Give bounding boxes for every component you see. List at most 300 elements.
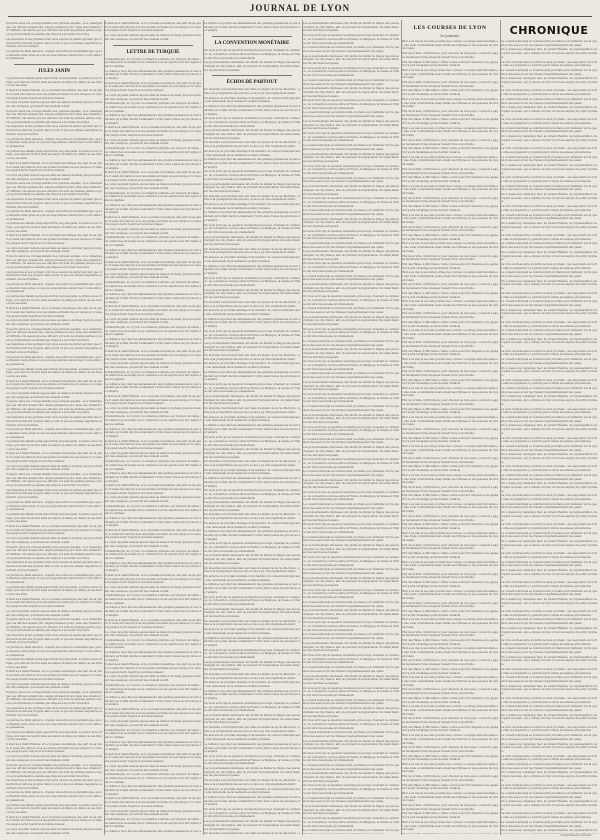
article-paragraph: Le conseil municipal se réunira lundi prochain pour délibérer sur la question des eaux et sur les travaux d'agrandissement des quais. — [303, 176, 399, 184]
article-paragraph: Hier a eu lieu la seconde journée des courses. Le temps était favorable et une foule considérable avait envahi les tribunes et les pelouses du Grand-Camp. — [402, 589, 498, 600]
article-paragraph: Prix de la Ville, 3,000 francs, pour chevaux de tous pays. Le favori a gagné facilement d'une longueur devant trois concurrents. — [402, 52, 498, 59]
article-paragraph: Le corps de Janin restera exposé dans sa maison de Passy jusqu'au moment des obsèques, qui auront lieu demain à midi. — [6, 319, 102, 326]
article-paragraph: On nous écrit que la question monétaire préoccupe vivement le commerce. La convention conclue entre la France, la Belgique, la Suisse et l'Italie doit être renouvelée prochainement. — [303, 621, 399, 632]
article-paragraph: Constantinople, le 12 juin. La situation politique est toujours la même ; on attend des nouvelles de la conférence et les esprits sont fort agités dans la capitale. — [105, 504, 201, 516]
article-paragraph: Le conseil municipal se réunira lundi prochain pour délibérer sur la question des eaux et sur les travaux d'agrandissement des quais. — [303, 111, 399, 119]
article-paragraph: Un incendie s'est déclaré hier soir dans un atelier de la rue Mercière ; grâce à la promptitude des secours, le feu a pu être rapidement éteint. — [204, 779, 300, 786]
article-paragraph: On a beaucoup remarqué hier, au Grand-Théâtre, la représentation de l'opéra nouveau, qui a obtenu un très vif succès auprès du public lyonnais. — [501, 337, 597, 349]
heading-echos: ÉCHOS DE PARTOUT — [226, 80, 278, 86]
article-paragraph: Le conseil municipal se réunira lundi prochain pour délibérer sur la question des eaux et sur les travaux d'agrandissement des quais. — [501, 531, 597, 539]
article-paragraph: Le conseil municipal se réunira lundi prochain pour délibérer sur la question des eaux et sur les travaux d'agrandissement des quais. — [303, 763, 399, 771]
article-paragraph: Les dépêches et les journaux dont nous venons de parler ajoutent que l'insurrection fait des progrès dans le sud et que les armées régulières se retirent vers la frontière. — [6, 779, 102, 790]
article-paragraph: Les gouvernements intéressés ont décidé de limiter la frappe des pièces d'argent de cinq francs, afin de prévenir la dépréciation du métal blanc sur les marchés européens. — [303, 478, 399, 490]
article-paragraph: Prix des Haies, 2,000 francs. Cette course a été fort disputée et le gagnant n'a pris l'avantage qu'au dernier obstacle. — [402, 436, 498, 444]
article-paragraph: Les dépêches et les journaux dont nous venons de parler ajoutent que l'insurrection fait des progrès dans le sud et que les armées régulières se retirent vers la frontière. — [6, 561, 102, 572]
article-paragraph: Les dépêches et les journaux dont nous venons de parler ajoutent que l'insurrection fait des progrès dans le sud et que les armées régulières se retirent vers la frontière. — [6, 270, 102, 282]
article-paragraph: On nous écrit que la question monétaire préoccupe vivement le commerce. La convention conclue entre la France, la Belgique, la Suisse et l'Italie doit être renouvelée prochainement. — [204, 542, 300, 553]
article-paragraph: Constantinople, le 12 juin. La situation politique est toujours la même ; on attend des nouvelles de la conférence et les esprits sont fort agités dans la capitale. — [105, 102, 201, 113]
article-paragraph: On a beaucoup remarqué hier, au Grand-Théâtre, la représentation de l'opéra nouveau, qui a obtenu un très vif succès auprès du public lyonnais. — [501, 742, 597, 753]
article-paragraph: On nous écrit que la question monétaire préoccupe vivement le commerce. La convention conclue entre la France, la Belgique, la Suisse et l'Italie doit être renouvelée prochainement. — [303, 197, 399, 208]
article-paragraph: On nous écrit que la question monétaire préoccupe vivement le commerce. La convention conclue entre la France, la Belgique, la Suisse et l'Italie doit être renouvelée prochainement. — [204, 754, 300, 766]
article-paragraph: Les gouvernements intéressés ont décidé de limiter la frappe des pièces d'argent de cinq francs, afin de prévenir la dépréciation du métal blanc sur les marchés européens. — [303, 544, 399, 555]
article-paragraph: Le conseil municipal se réunira lundi prochain pour délibérer sur la question des eaux et sur les travaux d'agrandissement des quais. — [303, 339, 399, 347]
article-paragraph: Les gouvernements intéressés ont décidé de limiter la frappe des pièces d'argent de cinq francs, afin de prévenir la dépréciation du métal blanc sur les marchés européens. — [303, 54, 399, 66]
article-paragraph: Le conseil municipal se réunira lundi prochain pour délibérer sur la question des eaux et sur les travaux d'agrandissement des quais. — [501, 502, 597, 510]
article-paragraph: Il était né à Saint-Étienne, et le Lyonnais revendique une part de sa gloire. Il avait été l'ami de tous les grands écrivains de son temps et il conserva jusqu'à la fin l'esprit et la bonne humeur. — [6, 815, 102, 827]
article-paragraph: On nous écrit que la question monétaire préoccupe vivement le commerce. La convention conclue entre la France, la Belgique, la Suisse et l'Italie doit être renouvelée prochainement. — [303, 425, 399, 437]
article-paragraph: Prix des Haies, 2,000 francs. Cette course a été fort disputée et le gagnant n'a pris l'avantage qu'au dernier obstacle. — [402, 494, 498, 502]
article-paragraph: On a beaucoup remarqué hier, au Grand-Théâtre, la représentation de l'opéra nouveau, qui a obtenu un très vif succès auprès du public lyonnais. — [501, 597, 597, 609]
article-paragraph: Constantinople, le 12 juin. La situation politique est toujours la même ; on attend des nouvelles de la conférence et les esprits sont fort agités dans la capitale. — [105, 728, 201, 739]
article-paragraph: Prix de la Ville, 3,000 francs, pour chevaux de tous pays. Le favori a gagné facilement d'une longueur devant trois concurrents. — [402, 630, 498, 638]
article-paragraph: On nous écrit que la question monétaire préoccupe vivement le commerce. La convention conclue entre la France, la Belgique, la Suisse et l'Italie doit être renouvelée prochainement. — [303, 784, 399, 795]
article-paragraph: Constantinople, le 12 juin. La situation politique est toujours la même ; on attend des nouvelles de la conférence et les esprits sont fort agités dans la capitale. — [105, 281, 201, 292]
article-paragraph: Hier a eu lieu la seconde journée des courses. Le temps était favorable et une foule considérable avait envahi les tribunes et les pelouses du Grand-Camp. — [402, 358, 498, 369]
article-paragraph: Un incendie s'est déclaré hier soir dans un atelier de la rue Mercière ; grâce à la promptitude des secours, le feu a pu être rapidement éteint. — [204, 460, 300, 468]
article-paragraph: Le Sultan a reçu hier les ambassadeurs des grandes puissances et leur a — [105, 830, 201, 834]
article-paragraph: Le corps de Janin restera exposé dans sa maison de Passy jusqu'au moment des obsèques, qui auront lieu demain à midi. — [6, 464, 102, 472]
article-paragraph: Hier a eu lieu la seconde journée des courses. Le temps était favorable et une foule considérable avait envahi les tribunes et les pelouses du Grand-Camp. — [402, 502, 498, 514]
article-paragraph: Les gouvernements intéressés ont décidé de limiter la frappe des pièces d'argent de cinq francs, afin de prévenir la dépréciation du métal blanc sur les marchés européens. — [204, 767, 300, 778]
article-paragraph: Le journal des Débats parle aujourd'hui de Jules Janin, le prince de la critique, qui vient de mourir dans sa maison de Passy au milieu de ses livres et de ses amis. — [6, 512, 102, 524]
article-paragraph: Prix des Haies, 2,000 francs. Cette course a été fort disputée et le gagnant n'a pris l'avantage qu'au dernier obstacle. — [402, 118, 498, 126]
article-paragraph: La foire de Beaucaire s'ouvrira le mois prochain ; les négociants de notre ville se préparent à y prendre part comme les années précédentes. — [501, 725, 597, 733]
article-paragraph: Un incendie s'est déclaré hier soir dans un atelier de la rue Mercière ; grâce à la promptitude des secours, le feu a pu être rapidement éteint. — [204, 141, 300, 149]
article-paragraph: La foire de Beaucaire s'ouvrira le mois prochain ; les négociants de notre ville se préparent à y prendre part comme les années précédentes. — [501, 812, 597, 820]
article-paragraph: On annonce le prochain mariage d'un membre du conseil municipal avec une demoiselle de la meilleure société lyonnaise. — [204, 681, 300, 688]
article-paragraph: Prix de la Ville, 3,000 francs, pour chevaux de tous pays. Le favori a gagné facilement d'une longueur devant trois concurrents. — [402, 514, 498, 522]
article-paragraph: Il était né à Saint-Étienne, et le Lyonnais revendique une part de sa gloire. Il avait été l'ami de tous les grands écrivains de son temps et il conserva jusqu'à la fin l'esprit et la bonne humeur. — [105, 529, 201, 540]
article-paragraph: On nous écrit que la question monétaire préoccupe vivement le commerce. La convention conclue entre la France, la Belgique, la Suisse et l'Italie doit être renouvelée prochainement. — [204, 117, 300, 128]
article-paragraph: Toujours selon les correspondants des journaux anglais, on a remarqué que ces officiers avaient été, depuis plusieurs jours, dans une situation fort difficile. On assure que les officiers ont subi de grandes pertes et que le gouvernement ne semble pas disposé à accorder une trêve. — [6, 690, 102, 706]
article-paragraph: On annonce le prochain mariage d'un membre du conseil municipal avec une demoiselle de la meilleure société lyonnaise. — [204, 256, 300, 263]
article-paragraph: Les dépêches et les journaux dont nous venons de parler ajoutent que l'insurrection fait des progrès dans le sud et que les armées régulières se retirent vers la frontière. — [6, 416, 102, 427]
article-paragraph: Il était né à Saint-Étienne, et le Lyonnais revendique une part de sa gloire. Il avait été l'ami de tous les grands écrivains de son temps et il conserva jusqu'à la fin l'esprit et la bonne humeur. — [105, 260, 201, 272]
article-paragraph: Prix des Haies, 2,000 francs. Cette course a été fort disputée et le gagnant n'a pris l'avantage qu'au dernier obstacle. — [402, 291, 498, 299]
article-paragraph: Prix de la Ville, 3,000 francs, pour chevaux de tous pays. Le favori a gagné facilement d'une longueur devant trois concurrents. — [402, 428, 498, 435]
article-paragraph: La foire de Beaucaire s'ouvrira le mois prochain ; les négociants de notre ville se préparent à y prendre part comme les années précédentes. — [501, 667, 597, 675]
footer-note: L'Imprimeur-Gérant. — [560, 833, 592, 837]
article-paragraph: La foire de Beaucaire s'ouvrira le mois prochain ; les négociants de notre ville se préparent à y prendre part comme les années précédentes. — [501, 610, 597, 617]
article-paragraph: Prix des Haies, 2,000 francs. Cette course a été fort disputée et le gagnant n'a pris l'avantage qu'au dernier obstacle. — [402, 465, 498, 473]
article-paragraph: Il était né à Saint-Étienne, et le Lyonnais revendique une part de sa gloire. Il avait été l'ami de tous les grands écrivains de son temps et il conserva jusqu'à la fin l'esprit et la bonne humeur. — [105, 305, 201, 316]
article-paragraph: Les gouvernements intéressés ont décidé de limiter la frappe des pièces d'argent de cinq francs, afin de prévenir la dépréciation du métal blanc sur les marchés européens. — [303, 283, 399, 294]
article-paragraph: Les gouvernements intéressés ont décidé de limiter la frappe des pièces d'argent de cinq francs, afin de prévenir la dépréciation du métal blanc sur les marchés européens. — [303, 772, 399, 783]
article-paragraph: Les dépêches et les journaux dont nous venons de parler ajoutent que l'insurrection fait des progrès dans le sud et que les armées régulières se retirent vers la frontière. — [6, 706, 102, 718]
article-paragraph: Le Sultan a reçu hier les ambassadeurs des grandes puissances et leur a déclaré qu'il était décidé à maintenir l'ordre dans toutes les provinces de l'empire. — [204, 423, 300, 435]
article-paragraph: On nous écrit que la question monétaire préoccupe vivement le commerce. La convention conclue entre la France, la Belgique, la Suisse et l'Italie doit être renouvelée prochainement. — [303, 588, 399, 600]
article-paragraph: Le corps de Janin restera exposé dans sa maison de Passy jusqu'au moment des obsèques, qui auront lieu demain à midi. — [105, 93, 201, 101]
article-paragraph: Un incendie s'est déclaré hier soir dans un atelier de la rue Mercière ; grâce à la promptitude des secours, le feu a pu être rapidement éteint. — [204, 566, 300, 574]
article-paragraph: Prix des Haies, 2,000 francs. Cette course a été fort disputée et le gagnant n'a pris l'avantage qu'au dernier obstacle. — [402, 147, 498, 154]
article-paragraph: Le corps de Janin restera exposé dans sa maison de Passy jusqu'au moment des obsèques, qui auront lieu demain à midi. — [6, 246, 102, 254]
article-paragraph: Le conseil municipal se réunira lundi prochain pour délibérer sur la question des eaux et sur les travaux d'agrandissement des quais. — [501, 126, 597, 134]
section-divider — [113, 45, 193, 46]
article-paragraph: Le corps de Janin restera exposé dans sa maison de Passy jusqu'au moment des obsèques, qui auront lieu demain à midi. — [105, 585, 201, 593]
article-paragraph: Il était né à Saint-Étienne, et le Lyonnais revendique une part de sa gloire. Il avait été l'ami de tous les grands écrivains de son temps et il conserva jusqu'à la fin l'esprit et la bonne humeur. — [105, 215, 201, 227]
masthead — [0, 0, 600, 20]
article-paragraph: Il était né à Saint-Étienne, et le Lyonnais revendique une part de sa gloire. Il avait été l'ami de tous les grands écrivains de son temps et il conserva jusqu'à la fin l'esprit et la bonne humeur. — [6, 234, 102, 245]
article-paragraph: On a beaucoup remarqué hier, au Grand-Théâtre, la représentation de l'opéra nouveau, qui a obtenu un très vif succès auprès du public lyonnais. — [501, 771, 597, 782]
article-paragraph: Les gouvernements intéressés ont décidé de limiter la frappe des pièces d'argent de cinq francs, afin de prévenir la dépréciation du métal blanc sur les marchés européens. — [204, 182, 300, 193]
article-paragraph: Le conseil municipal se réunira lundi prochain pour délibérer sur la question des eaux et sur les travaux d'agrandissement des quais. — [303, 796, 399, 804]
article-paragraph: Constantinople, le 12 juin. La situation politique est toujours la même ; on attend des nouvelles de la conférence et les esprits sont fort agités dans la capitale. — [105, 549, 201, 560]
article-paragraph: Le Sultan a reçu hier les ambassadeurs des grandes puissances et leur a déclaré qu'il était décidé à maintenir l'ordre dans toutes les provinces de l'empire. — [204, 317, 300, 329]
article-paragraph: On a beaucoup remarqué hier, au Grand-Théâtre, la représentation de l'opéra nouveau, qui a obtenu un très vif succès auprès du public lyonnais. — [501, 511, 597, 522]
article-paragraph: Hier a eu lieu la seconde journée des courses. Le temps était favorable et une foule considérable avait envahi les tribunes et les pelouses du Grand-Camp. — [402, 705, 498, 716]
article-paragraph: Il était né à Saint-Étienne, et le Lyonnais revendique une part de sa gloire. Il avait été l'ami de tous les grands écrivains de son temps et il conserva jusqu'à la fin l'esprit et la bonne humeur. — [105, 663, 201, 674]
article-paragraph: Le Sultan a reçu hier les ambassadeurs des grandes puissances et leur a déclaré qu'il était décidé à maintenir l'ordre dans toutes les provinces de l'empire. — [204, 583, 300, 594]
article-paragraph: On a beaucoup remarqué hier, au Grand-Théâtre, la représentation de l'opéra nouveau, qui a obtenu un très vif succès auprès du public lyonnais. — [501, 48, 597, 59]
article-paragraph: Le conseil municipal se réunira lundi prochain pour délibérer sur la question des eaux et sur les travaux d'agrandissement des quais. — [501, 820, 597, 828]
article-paragraph: Le conseil municipal se réunira lundi prochain pour délibérer sur la question des eaux et sur les travaux d'agrandissement des quais. — [303, 568, 399, 575]
article-paragraph: Le conseil municipal se réunira lundi prochain pour délibérer sur la question des eaux et sur les travaux d'agrandissement des quais. — [501, 444, 597, 452]
article-paragraph: Le corps de Janin restera exposé dans sa maison de Passy jusqu'au moment des obsèques, qui auront lieu demain à midi. — [105, 764, 201, 772]
article-paragraph: Le corps de Janin restera exposé dans sa maison de Passy jusqu'au moment des obsèques, qui auront lieu demain à midi. — [105, 183, 201, 191]
article-paragraph: Les gouvernements intéressés ont décidé de limiter la frappe des pièces d'argent de cinq francs, afin de prévenir la dépréciation du métal blanc sur les marchés européens. — [303, 805, 399, 816]
article-paragraph: Les dépêches et les journaux dont nous venons de parler ajoutent que l'insurrection fait des progrès dans le sud et que les armées régulières se retirent vers la frontière. — [6, 634, 102, 645]
article-paragraph: Le conseil municipal se réunira lundi prochain pour délibérer sur la question des eaux et sur les travaux d'agrandissement des quais. — [303, 600, 399, 608]
article-paragraph: Le corps de Janin restera exposé dans sa maison de Passy jusqu'au moment des obsèques, qui auront lieu demain à midi. — [6, 827, 102, 834]
article-paragraph: Les gouvernements intéressés ont décidé de limiter la frappe des pièces d'argent de cinq francs, afin de prévenir la dépréciation du métal blanc sur les marchés européens. — [303, 348, 399, 359]
article-paragraph: Il était né à Saint-Étienne, et le Lyonnais revendique une part de sa gloire. Il avait été l'ami de tous les grands écrivains de son temps et il conserva jusqu'à la fin l'esprit et la bonne humeur. — [105, 618, 201, 629]
article-paragraph: Le Sultan a reçu hier les ambassadeurs des grandes puissances et leur a déclaré qu'il était décidé à maintenir l'ordre dans toutes les provinces de l'empire. — [204, 530, 300, 541]
article-paragraph: Le journal de Paris annonce, d'après une lettre de Constantinople, que la situation reste grave et que les négociations suivent leur cours entre les puissances. — [6, 573, 102, 584]
article-paragraph: On a beaucoup remarqué hier, au Grand-Théâtre, la représentation de — [501, 829, 597, 833]
article-paragraph: On nous écrit que la question monétaire préoccupe vivement le commerce. La convention conclue entre la France, la Belgique, la Suisse et l'Italie doit être renouvelée prochainement. — [303, 295, 399, 306]
article-paragraph: On a beaucoup remarqué hier, au Grand-Théâtre, la représentation de l'opéra nouveau, qui a obtenu un très vif succès auprès du public lyonnais. — [501, 135, 597, 146]
article-paragraph: On annonce le prochain mariage d'un membre du conseil municipal avec une demoiselle de la meilleure société lyonnaise. — [204, 734, 300, 742]
article-paragraph: Prix de la Ville, 3,000 francs, pour chevaux de tous pays. Le favori a gagné facilement d'une longueur devant trois concurrents. — [402, 543, 498, 551]
article-paragraph: Hier a eu lieu la seconde journée des courses. Le temps était favorable et une foule considérable avait envahi les tribunes et les pelouses du Grand-Camp. — [402, 126, 498, 138]
article-paragraph: Le Sultan a reçu hier les ambassadeurs des grandes puissances et leur a déclaré qu'il était décidé à maintenir l'ordre dans toutes les provinces de l'empire. — [105, 651, 201, 662]
article-paragraph: On annonce le prochain mariage d'un membre du conseil municipal avec une demoiselle de la meilleure société lyonnaise. — [204, 575, 300, 582]
article-paragraph: Prix des Haies, 2,000 francs. Cette course a été fort disputée et le gagnant n'a pris l'avantage qu'au dernier obstacle. — [402, 610, 498, 617]
article-paragraph: Constantinople, le 12 juin. La situation politique est toujours la même ; on attend des nouvelles de la conférence et les esprits sont fort agités dans la capitale. — [105, 325, 201, 337]
article-paragraph: On nous écrit que la question monétaire préoccupe vivement le commerce. La convention conclue entre la France, la Belgique, la Suisse et l'Italie doit être renouvelée prochainement. — [204, 223, 300, 234]
article-paragraph: Hier a eu lieu la seconde journée des courses. Le temps était favorable et une foule considérable avait envahi les tribunes et les pelouses du Grand-Camp. — [402, 155, 498, 167]
article-paragraph: Le corps de Janin restera exposé dans sa maison de Passy jusqu'au moment des obsèques, qui auront lieu demain à midi. — [105, 630, 201, 638]
article-paragraph: Le corps de Janin restera exposé dans sa maison de Passy jusqu'au moment des obsèques, qui auront lieu demain à midi. — [105, 720, 201, 727]
article-paragraph: Le Sultan a reçu hier les ambassadeurs des grandes puissances et leur a déclaré qu'il était décidé à maintenir l'ordre dans toutes les provinces de l'empire. — [105, 561, 201, 573]
article-paragraph: Prix de la Ville, 3,000 francs, pour chevaux de tous pays. Le favori a gagné facilement d'une longueur devant trois concurrents. — [402, 457, 498, 464]
article-paragraph: Le Sultan a reçu hier les ambassadeurs des grandes puissances et leur a déclaré qu'il était décidé à maintenir l'ordre dans toutes les provinces de l'empire. — [105, 248, 201, 259]
article-paragraph: Constantinople, le 12 juin. La situation politique est toujours la même ; on attend des nouvelles de la conférence et les esprits sont fort agités dans la capitale. — [105, 236, 201, 247]
article-paragraph: Le journal de Paris annonce, d'après une lettre de Constantinople, que la situation reste grave et que les négociations suivent leur cours entre les puissances. — [6, 282, 102, 294]
article-paragraph: Il était né à Saint-Étienne, et le Lyonnais revendique une part de sa gloire. Il avait été l'ami de tous les grands écrivains de son temps et il conserva jusqu'à la fin l'esprit et la bonne humeur. — [105, 752, 201, 764]
article-paragraph: Le conseil municipal se réunira lundi prochain pour délibérer sur la question des eaux et sur les travaux d'agrandissement des quais. — [303, 209, 399, 217]
article-paragraph: Hier a eu lieu la seconde journée des courses. Le temps était favorable et une foule considérable avait envahi les tribunes et les pelouses du Grand-Camp. — [402, 213, 498, 224]
article-paragraph: Hier a eu lieu la seconde journée des courses. Le temps était favorable et une foule considérable avait envahi les tribunes et les pelouses du Grand-Camp. — [402, 676, 498, 687]
article-paragraph: Les gouvernements intéressés ont décidé de limiter la frappe des pièces d'argent de cinq francs, afin de prévenir la dépréciation du métal blanc sur les marchés européens. — [303, 576, 399, 588]
article-paragraph: Prix de la Ville, 3,000 francs, pour chevaux de tous pays. Le favori a gagné facilement d'une longueur devant trois concurrents. — [402, 225, 498, 233]
article-paragraph: Le Sultan a reçu hier les ambassadeurs des grandes puissances et leur a déclaré qu'il était décidé à maintenir l'ordre dans toutes les provinces de l'empire. — [105, 338, 201, 349]
article-paragraph: Le conseil municipal se réunira lundi prochain pour délibérer sur la question des eaux et sur les travaux d'agrandissement des quais. — [501, 763, 597, 770]
article-paragraph: Constantinople, le 12 juin. La situation politique est toujours la même ; on attend des nouvelles de la conférence et les esprits sont fort agités dans la capitale. — [105, 57, 201, 68]
article-paragraph: Prix de la Ville, 3,000 francs, pour chevaux de tous pays. Le favori a gagné facilement d'une longueur devant trois concurrents. — [402, 399, 498, 406]
article-paragraph: On annonce le prochain mariage d'un membre du conseil municipal avec une demoiselle de la meilleure société lyonnaise. — [204, 203, 300, 210]
article-paragraph: On a beaucoup remarqué hier, au Grand-Théâtre, la représentation de l'opéra nouveau, qui a obtenu un très vif succès auprès du public lyonnais. — [501, 106, 597, 117]
article-paragraph: Un incendie s'est déclaré hier soir dans un atelier de la rue Mercière ; grâce à la promptitude des secours, le feu a pu être rapidement éteint. — [204, 672, 300, 680]
article-paragraph: On a beaucoup remarqué hier, au Grand-Théâtre, la représentation de l'opéra nouveau, qui a obtenu un très vif succès auprès du public lyonnais. — [501, 800, 597, 811]
article-paragraph: On nous écrit que la question monétaire préoccupe vivement le commerce. La convention conclue entre la France, la Belgique, la Suisse et l'Italie doit être renouvelée prochainement. — [303, 817, 399, 828]
article-paragraph: Le Sultan a reçu hier les ambassadeurs des grandes puissances et leur a déclaré qu'il était décidé à maintenir l'ordre dans toutes les provinces de l'empire. — [204, 211, 300, 222]
column-4 — [303, 22, 399, 834]
article-paragraph: Prix de la Ville, 3,000 francs, pour chevaux de tous pays. Le favori a gagné facilement d'une longueur devant trois concurrents. — [402, 775, 498, 782]
article-paragraph: On a beaucoup remarqué hier, au Grand-Théâtre, la représentation de l'opéra nouveau, qui a obtenu un très vif succès auprès du public lyonnais. — [501, 540, 597, 551]
article-paragraph: Il était né à Saint-Étienne, et le Lyonnais revendique une part de sa gloire. Il avait été l'ami de tous les grands écrivains de son temps et il conserva jusqu'à la fin l'esprit et la bonne humeur. — [6, 597, 102, 609]
article-paragraph: Les gouvernements intéressés ont décidé de limiter la frappe des pièces d'argent de cinq francs, afin de prévenir la dépréciation du métal blanc sur les marchés européens. — [204, 607, 300, 619]
article-paragraph: Les gouvernements intéressés ont décidé de limiter la frappe des pièces d'argent de cinq francs, afin de prévenir la dépréciation du métal blanc sur les marchés européens. — [303, 739, 399, 751]
article-paragraph: On a beaucoup remarqué hier, au Grand-Théâtre, la représentation de l'opéra nouveau, qui a obtenu un très vif succès auprès du public lyonnais. — [501, 221, 597, 233]
article-paragraph: La foire de Beaucaire s'ouvrira le mois prochain ; les négociants de notre ville se préparent à y prendre part comme les années précédentes. — [501, 349, 597, 357]
article-paragraph: Prix des Haies, 2,000 francs. Cette course a été fort disputée et le gagnant n'a pris l'avantage qu'au dernier obstacle. — [402, 581, 498, 588]
article-paragraph: Le journal des Débats parle aujourd'hui de Jules Janin, le prince de la critique, qui vient de mourir dans sa maison de Passy au milieu de ses livres et de ses amis. — [6, 295, 102, 306]
article-paragraph: Le conseil municipal se réunira lundi prochain pour délibérer sur la question des eaux et sur les travaux d'agrandissement des quais. — [501, 647, 597, 655]
article-paragraph: On a beaucoup remarqué hier, au Grand-Théâtre, la représentation de l'opéra nouveau, qui a obtenu un très vif succès auprès du public lyonnais. — [501, 164, 597, 175]
article-paragraph: Le corps de Janin restera exposé dans sa maison de Passy jusqu'au moment des obsèques, qui auront lieu demain à midi. — [6, 682, 102, 690]
article-paragraph: Constantinople, le 12 juin. La situation politique est toujours la même ; on attend des nouvelles de la conférence et les esprits sont fort agités dans la capitale. — [105, 191, 201, 203]
article-paragraph: Le Sultan a reçu hier les ambassadeurs des grandes puissances et leur a déclaré qu'il était décidé à maintenir l'ordre dans toutes les provinces de l'empire. — [105, 785, 201, 796]
article-paragraph: Il était né à Saint-Étienne, et le Lyonnais revendique une part de sa gloire. Il avait été l'ami de tous les grands écrivains de son temps et il conserva jusqu'à la fin l'esprit et la bonne humeur. — [105, 81, 201, 93]
article-paragraph: Les gouvernements intéressés ont décidé de limiter la frappe des pièces d'argent de cinq francs, afin de prévenir la dépréciation du métal blanc sur les marchés européens. — [303, 380, 399, 392]
article-paragraph: La foire de Beaucaire s'ouvrira le mois prochain ; les négociants de notre ville se préparent à y prendre part comme les années précédentes. — [501, 234, 597, 241]
article-paragraph: Prix des Haies, 2,000 francs. Cette course a été fort disputée et le gagnant n'a pris l'avantage qu'au dernier obstacle. — [402, 638, 498, 646]
article-paragraph: Hier a eu lieu la seconde journée des courses. Le temps était favorable et une foule considérable avait envahi les tribunes et les pelouses du Grand-Camp. — [402, 387, 498, 398]
article-paragraph: Hier a eu lieu la seconde journée des courses. Le temps était favorable et une foule considérable avait envahi les tribunes et les pelouses du Grand-Camp. — [402, 820, 498, 832]
article-paragraph: Les gouvernements intéressés ont décidé de limiter la frappe des pièces d'argent de cinq francs, afin de prévenir la dépréciation du métal blanc sur les marchés européens. — [204, 448, 300, 459]
article-paragraph: On nous écrit que la question monétaire préoccupe vivement le commerce. La convention conclue entre la France, la Belgique, la Suisse et l'Italie doit être renouvelée prochainement. — [303, 686, 399, 698]
article-paragraph: Le conseil municipal se réunira lundi prochain pour délibérer sur la question des eaux et sur les travaux d'agrandissement des quais. — [303, 274, 399, 282]
article-paragraph: Le conseil municipal se réunira lundi prochain pour délibérer sur la question des eaux et sur les travaux d'agrandissement des quais. — [501, 415, 597, 423]
article-paragraph: Le conseil municipal se réunira lundi prochain pour délibérer sur la question des eaux et sur les travaux d'agrandissement des quais. — [303, 46, 399, 53]
article-paragraph: On nous écrit que la question monétaire préoccupe vivement le commerce. La convention conclue entre la France, la Belgique, la Suisse et l'Italie doit être renouvelée prochainement. — [303, 490, 399, 502]
article-paragraph: On annonce le prochain mariage d'un membre du conseil municipal avec une demoiselle de la meilleure société lyonnaise. — [204, 149, 300, 157]
article-paragraph: Le conseil municipal se réunira lundi prochain pour délibérer sur la question des eaux et sur les travaux d'agrandissement des quais. — [303, 731, 399, 739]
article-paragraph: Les dépêches et les journaux dont nous venons de parler ajoutent que l'insurrection fait des progrès dans le sud et que les armées régulières se retirent vers la frontière. — [6, 343, 102, 354]
article-paragraph: Les gouvernements intéressés ont décidé de limiter la frappe des pièces d'argent de cinq francs, afin de prévenir la dépréciation du métal blanc sur les marchés européens. — [303, 609, 399, 620]
article-paragraph: Un incendie s'est déclaré hier soir dans un atelier de la rue Mercière ; grâce à la promptitude des secours, le feu a pu être rapidement éteint. — [204, 300, 300, 308]
article-paragraph: Le Sultan a reçu hier les ambassadeurs des grandes puissances et leur a déclaré qu'il était décidé à maintenir l'ordre dans toutes les provinces de l'empire. — [105, 382, 201, 394]
article-paragraph: Il était né à Saint-Étienne, et le Lyonnais revendique une part de sa gloire. Il avait été l'ami de tous les grands écrivains de son temps et il conserva jusqu'à la fin l'esprit et la bonne humeur. — [6, 307, 102, 318]
article-paragraph: Toujours selon les correspondants des journaux anglais, on a remarqué que ces officiers avaient été, depuis plusieurs jours, dans une situation fort difficile. On assure que les officiers ont subi de grandes pertes et que le gouvernement ne semble pas disposé à accorder une trêve. — [6, 472, 102, 488]
article-paragraph: Un incendie s'est déclaré hier soir dans un atelier de la rue Mercière ; grâce à la promptitude des secours, le feu a pu être rapidement éteint. — [204, 726, 300, 733]
article-paragraph: Hier a eu lieu la seconde journée des courses. Le temps était favorable et une foule considérable avait envahi les tribunes et les pelouses du Grand-Camp. — [402, 444, 498, 456]
article-paragraph: Constantinople, le 12 juin. La situation politique est toujours la même ; on attend des nouvelles de la conférence et les esprits sont fort agités dans la capitale. — [105, 683, 201, 695]
article-paragraph: On annonce le prochain mariage d'un membre du conseil municipal avec une demoiselle de la meilleure société lyonnaise. — [204, 309, 300, 316]
article-paragraph: Le Sultan a reçu hier les ambassadeurs des grandes puissances et leur a déclaré qu'il était décidé à maintenir l'ordre dans toutes les provinces de l'empire. — [105, 606, 201, 617]
article-paragraph: Les gouvernements intéressés ont décidé de limiter la frappe des pièces d'argent de cinq francs, afin de prévenir la dépréciation du métal blanc sur les marchés européens. — [303, 641, 399, 653]
article-paragraph: La foire de Beaucaire s'ouvrira le mois prochain ; les négociants de notre ville se préparent à y prendre part comme les années précédentes. — [501, 89, 597, 97]
article-paragraph: La foire de Beaucaire s'ouvrira le mois prochain ; les négociants de notre ville se préparent à y prendre part comme les années précédentes. — [501, 552, 597, 559]
article-paragraph: Hier a eu lieu la seconde journée des courses. Le temps était favorable et une foule considérable avait envahi les tribunes et les pelouses du Grand-Camp. — [402, 734, 498, 745]
article-paragraph: On nous écrit que la question monétaire préoccupe vivement le commerce. La convention conclue entre la France, la Belgique, la Suisse et l'Italie doit être renouvelée prochainement. — [303, 99, 399, 110]
section-divider — [14, 64, 94, 65]
article-paragraph: Il était né à Saint-Étienne, et le Lyonnais revendique une part de sa gloire. Il avait été l'ami de tous les grands écrivains de son temps et il conserva jusqu'à la fin l'esprit et la bonne humeur. — [105, 797, 201, 808]
article-paragraph: Le conseil municipal se réunira lundi prochain pour délibérer sur la question des eaux et sur les travaux d'agrandissement des quais. — [303, 78, 399, 86]
article-paragraph: On nous écrit que la question monétaire préoccupe vivement le commerce. La convention conclue entre la France, la Belgique, la Suisse et l'Italie doit être renouvelée prochainement. — [303, 66, 399, 78]
article-paragraph: Toujours selon les correspondants des journaux anglais, on a remarqué que ces officiers avaient été, depuis plusieurs jours, dans une situation fort difficile. On assure que les officiers ont subi de grandes pertes et que le gouvernement ne semble pas disposé à accorder une trêve. — [6, 618, 102, 633]
article-paragraph: Le Sultan a reçu hier les ambassadeurs des grandes puissances et leur a déclaré qu'il était décidé à maintenir l'ordre dans toutes les provinces de l'empire. — [105, 516, 201, 528]
article-paragraph: Le Sultan a reçu hier les ambassadeurs des grandes puissances et leur a déclaré qu'il était décidé à maintenir l'ordre dans toutes les provinces de l'empire. — [105, 472, 201, 483]
article-paragraph: On nous écrit que la question monétaire préoccupe vivement le commerce. La convention conclue entre la France, la Belgique, la Suisse et l'Italie doit être renouvelée prochainement. — [204, 701, 300, 713]
article-paragraph: Le journal de Paris annonce, d'après une lettre de Constantinople, que la situation reste grave et que les négociations suivent leur cours entre les puissances. — [6, 791, 102, 802]
masthead-rule — [8, 16, 592, 17]
article-paragraph: Prix de la Ville, 3,000 francs, pour chevaux de tous pays. Le favori a gagné facilement d'une longueur devant trois concurrents. — [402, 196, 498, 204]
article-paragraph: Le Sultan a reçu hier les ambassadeurs des grandes puissances et leur a déclaré qu'il était décidé à maintenir l'ordre dans toutes les provinces de l'empire. — [204, 689, 300, 701]
article-paragraph: La foire de Beaucaire s'ouvrira le mois prochain ; les négociants de notre ville se préparent à y prendre part comme les années précédentes. — [501, 494, 597, 502]
article-paragraph: Le journal de Paris annonce, d'après une lettre de Constantinople, que la situation reste grave et que les négociations suivent leur cours entre les puissances. — [6, 355, 102, 366]
article-paragraph: Le journal de Paris annonce, d'après une lettre de Constantinople, que la situation reste grave et que les négociations suivent leur cours entre les puissances. — [6, 718, 102, 730]
article-paragraph: Prix des Haies, 2,000 francs. Cette course a été fort disputée et le gagnant n'a pris l'avantage qu'au dernier obstacle. — [402, 725, 498, 733]
article-paragraph: Le Sultan a reçu hier les ambassadeurs des grandes puissances et leur a déclaré qu'il était décidé à maintenir l'ordre dans toutes les provinces de l'empire. — [105, 695, 201, 707]
article-paragraph: On nous écrit que la question monétaire préoccupe vivement le commerce. La convention conclue entre la France, la Belgique, la Suisse et l'Italie doit être renouvelée prochainement. — [303, 164, 399, 176]
article-paragraph: On nous écrit que la question monétaire préoccupe vivement le commerce. La convention conclue entre la France, la Belgique, la Suisse et l'Italie doit être renouvelée prochainement. — [303, 392, 399, 404]
article-paragraph: Le corps de Janin restera exposé dans sa maison de Passy jusqu'au moment des obsèques, qui auront lieu demain à midi. — [105, 451, 201, 459]
article-paragraph: Hier a eu lieu la seconde journée des courses. Le temps était favorable et une foule considérable avait envahi les tribunes et les pelouses du Grand-Camp. — [402, 184, 498, 196]
article-paragraph: Les gouvernements intéressés ont décidé de limiter la frappe des pièces d'argent de cinq francs, afin de prévenir la dépréciation du métal blanc sur les marchés européens. — [303, 87, 399, 98]
article-paragraph: Prix des Haies, 2,000 francs. Cette course a été fort disputée et le gagnant n'a pris l'avantage qu'au dernier obstacle. — [402, 60, 498, 68]
article-paragraph: Le Sultan a reçu hier les ambassadeurs des grandes puissances et leur a déclaré qu'il était décidé à maintenir l'ordre dans toutes les provinces de l'empire. — [105, 427, 201, 438]
article-paragraph: On a beaucoup remarqué hier, au Grand-Théâtre, la représentation de l'opéra nouveau, qui a obtenu un très vif succès auprès du public lyonnais. — [501, 655, 597, 667]
article-paragraph: Le Sultan a reçu hier les ambassadeurs des grandes puissances et leur a déclaré qu'il était décidé à maintenir l'ordre dans toutes les provinces de l'empire. — [105, 293, 201, 304]
article-paragraph: Le conseil municipal se réunira lundi prochain pour délibérer sur la question des eaux et sur les travaux d'agrandissement des quais. — [501, 618, 597, 626]
article-paragraph: Prix des Haies, 2,000 francs. Cette course a été fort disputée et le gagnant n'a pris l'avantage qu'au dernier obstacle. — [402, 754, 498, 762]
article-paragraph: La foire de Beaucaire s'ouvrira le mois prochain ; les négociants de notre ville se préparent à y prendre part comme les années précédentes. — [501, 638, 597, 646]
article-paragraph: Les gouvernements intéressés ont décidé de limiter la frappe des pièces d'argent de cinq francs, afin de prévenir la dépréciation du métal blanc sur les marchés européens. — [303, 217, 399, 229]
heading-chronique: CHRONIQUE — [509, 24, 589, 37]
article-paragraph: Prix de la Ville, 3,000 francs, pour chevaux de tous pays. Le favori a gagné facilement d'une longueur devant trois concurrents. — [402, 167, 498, 175]
article-paragraph: Les gouvernements intéressés ont décidé de limiter la frappe des pièces d'argent de cinq francs, afin de prévenir la dépréciation du métal blanc sur les marchés européens. — [204, 660, 300, 672]
article-paragraph: Prix de la Ville, 3,000 francs, pour chevaux de tous pays. Le favori a gagné facilement d'une longueur devant trois concurrents. — [402, 804, 498, 811]
article-paragraph: Prix de la Ville, 3,000 francs, pour chevaux de tous pays. Le favori a gagné facilement d'une longueur devant trois concurrents. — [402, 81, 498, 88]
article-paragraph: Hier a eu lieu la seconde journée des courses. Le temps était favorable et une foule considérable avait envahi les tribunes et les pelouses du Grand-Camp. — [402, 271, 498, 282]
column-2 — [105, 22, 201, 834]
article-paragraph: Constantinople, le 12 juin. La situation politique est toujours la même ; on attend des nouvelles de la conférence et les esprits sont fort agités dans la capitale. — [105, 370, 201, 382]
heading-convention: LA CONVENTION MONÉTAIRE — [214, 41, 290, 47]
article-paragraph: Prix de la Ville, 3,000 francs, pour chevaux de tous pays. Le favori a gagné facilement d'une longueur devant trois concurrents. — [402, 688, 498, 696]
article-paragraph: On nous écrit que la question monétaire préoccupe vivement le commerce. La convention conclue entre la France, la Belgique, la Suisse et l'Italie doit être renouvelée prochainement. — [204, 170, 300, 181]
article-paragraph: On nous écrit que la question monétaire préoccupe vivement le commerce. La convention conclue entre la France, la Belgique, la Suisse et l'Italie doit être renouvelée prochainement. — [204, 489, 300, 500]
article-paragraph: La foire de Beaucaire s'ouvrira le mois prochain ; les négociants de notre ville se préparent à y prendre part comme les années précédentes. — [501, 581, 597, 588]
column-5 — [402, 22, 498, 834]
article-paragraph: Le conseil municipal se réunira lundi prochain pour délibérer sur la question des eaux et sur les travaux d'agrandissement des quais. — [303, 698, 399, 706]
article-paragraph: Le Sultan a reçu hier les ambassadeurs des grandes puissances et leur a déclaré qu'il était décidé à maintenir l'ordre dans toutes les provinces de l'empire. — [204, 795, 300, 807]
article-paragraph: Les gouvernements intéressés ont décidé de limiter la frappe des pièces d'argent de cinq francs, afin de prévenir la dépréciation du métal blanc sur les marchés européens. — [204, 341, 300, 353]
article-paragraph: La foire de Beaucaire s'ouvrira le mois prochain ; les négociants de notre ville se préparent à y prendre part comme les années précédentes. — [501, 262, 597, 270]
article-paragraph: Un incendie s'est déclaré hier soir dans un atelier de la rue Mercière ; g — [204, 832, 300, 834]
article-paragraph: Le journal des Débats parle aujourd'hui de Jules Janin, le prince de la critique, qui vient de mourir dans sa maison de Passy au milieu de ses livres et de ses amis. — [6, 803, 102, 814]
article-paragraph: La foire de Beaucaire s'ouvrira le mois prochain ; les négociants de notre ville se préparent à y prendre part comme les années précédentes. — [501, 118, 597, 126]
article-paragraph: Le Sultan a reçu hier les ambassadeurs des grandes puissances et leur a déclaré qu'il était décidé à maintenir l'ordre dans toutes les provinces de l'empire. — [204, 742, 300, 754]
article-paragraph: La foire de Beaucaire s'ouvrira le mois prochain ; les négociants de notre ville se préparent à y prendre part comme les années précédentes. — [501, 754, 597, 762]
article-paragraph: Un incendie s'est déclaré hier soir dans un atelier de la rue Mercière ; grâce à la promptitude des secours, le feu a pu être rapidement éteint. — [204, 194, 300, 202]
article-paragraph: Le corps de Janin restera exposé dans sa maison de Passy jusqu'au moment des obsèques, qui auront lieu demain à midi. — [105, 675, 201, 683]
article-paragraph: On a beaucoup remarqué hier, au Grand-Théâtre, la représentation de l'opéra nouveau, qui a obtenu un très vif succès auprès du public lyonnais. — [501, 684, 597, 696]
article-paragraph: La foire de Beaucaire s'ouvrira le mois prochain ; les négociants de notre ville se préparent à y prendre part comme les années précédentes. — [501, 60, 597, 68]
article-paragraph: On a beaucoup remarqué hier, au Grand-Théâtre, la représentation de l'opéra nouveau, qui a obtenu un très vif succès auprès du public lyonnais. — [501, 482, 597, 493]
article-paragraph: Le Sultan a reçu hier les ambassadeurs des grandes puissances et leur a déclaré qu'il était décidé à maintenir l'ordre dans toutes les provinces de l'empire. — [204, 477, 300, 488]
article-paragraph: Le Sultan a reçu hier les ambassadeurs des grandes puissances et leur a déclaré qu'il était décidé à maintenir l'ordre dans toutes les provinces de l'empire. — [105, 114, 201, 125]
article-paragraph: La foire de Beaucaire s'ouvrira le mois prochain ; les négociants de notre ville se préparent à y prendre part comme les années précédentes. — [501, 147, 597, 154]
article-paragraph: Les gouvernements intéressés ont décidé de limiter la frappe des pièces d'argent de cinq francs, afin de prévenir la dépréciation du métal blanc sur les marchés européens. — [303, 22, 399, 33]
article-paragraph: Prix de la Ville, 3,000 francs, pour chevaux de tous pays. Le favori a gagné facilement d'une longueur devant trois concurrents. — [402, 109, 498, 117]
article-paragraph: Hier a eu lieu la seconde journée des courses. Le temps était favorable et une foule considérable avait envahi les tribunes et les pelouses du Grand-Camp. — [402, 300, 498, 311]
article-paragraph: Le journal des Débats parle aujourd'hui de Jules Janin, le prince de la critique, qui vient de mourir dans sa maison de Passy au milieu de ses livres et de ses amis. — [6, 367, 102, 379]
article-paragraph: Le conseil municipal se réunira lundi prochain pour délibérer sur la question des eaux et sur les travaux d'agrandissement des quais. — [501, 242, 597, 250]
article-paragraph: Le corps de Janin restera exposé dans sa maison de Passy jusqu'au moment des obsèques, qui auront lieu demain à midi. — [6, 101, 102, 108]
article-paragraph: On nous écrit que la question monétaire préoccupe vivement le commerce. La convention conclue entre la France, la Belgique, la Suisse et l'Italie doit être renouvelée prochainement. — [204, 436, 300, 447]
article-paragraph: Il était né à Saint-Étienne, et le Lyonnais revendique une part de sa gloire. Il avait été l'ami de tous les grands écrivains de son temps et il conserva jusqu'à la fin l'esprit et la bonne humeur. — [105, 22, 201, 33]
article-paragraph: Prix de la Ville, 3,000 francs, pour chevaux de tous pays. Le favori a gagné facilement d'une longueur devant trois concurrents. — [402, 572, 498, 580]
article-paragraph: Prix de la Ville, 3,000 francs, pour chevaux de tous pays. Le favori a gagné facilement d'une longueur devant trois concurrents. — [402, 283, 498, 291]
article-paragraph: On nous écrit que la question monétaire préoccupe vivement le commerce. La convention conclue entre la France, la Belgique, la Suisse et l'Italie doit être renouvelée prochainement. — [303, 719, 399, 730]
article-paragraph: Les gouvernements intéressés ont décidé de limiter la frappe des pièces d'argent de cinq francs, afin de prévenir la dépréciation du métal blanc sur les marchés européens. — [204, 235, 300, 247]
article-paragraph: Prix des Haies, 2,000 francs. Cette course a été fort disputée et le gagnant n'a pris l'avantage qu'au dernier obstacle. — [402, 320, 498, 328]
article-paragraph: Le journal de Paris annonce, d'après une lettre de Constantinople, que la situation reste grave et que les négociations suivent leur cours entre les puissances. — [6, 500, 102, 512]
article-paragraph: Un incendie s'est déclaré hier soir dans un atelier de la rue Mercière ; grâce à la promptitude des secours, le feu a pu être rapidement éteint. — [204, 619, 300, 627]
heading-lettre-turquie: LETTRE DE TURQUIE — [126, 49, 180, 55]
article-paragraph: Les gouvernements intéressés ont décidé de limiter la frappe des pièces d'argent de cinq francs, afin de prévenir la dépréciation du métal blanc sur les marchés européens. — [303, 119, 399, 131]
article-paragraph: Prix des Haies, 2,000 francs. Cette course a été fort disputée et le gagnant n'a pris l'avantage qu'au dernier obstacle. — [402, 234, 498, 241]
article-paragraph: Hier a eu lieu la seconde journée des courses. Le temps était favorable et une foule considérable avait envahi les tribunes et les pelouses du Grand-Camp. — [402, 763, 498, 774]
article-paragraph: Prix de la Ville, 3,000 francs, pour chevaux de tous pays. Le favori a gagné facilement d'une longueur devant trois concurrents. — [402, 254, 498, 262]
article-paragraph: Prix des Haies, 2,000 francs. Cette course a été fort disputée et le gagnant n'a pris l'avantage qu'au dernier obstacle. — [402, 812, 498, 820]
article-paragraph: Hier a eu lieu la seconde journée des courses. Le temps était favorable et une foule considérable avait envahi les tribunes et les pelouses du Grand-Camp. — [402, 97, 498, 109]
article-paragraph: Le conseil municipal se réunira lundi prochain pour délibérer sur la question des eaux et sur les travaux d'agrandissement des quais. — [501, 97, 597, 105]
article-paragraph: Constantinople, le 12 juin. La situation politique est toujours la même ; on attend des nouvelles de la conférence et les esprits sont fort agités dans la capitale. — [105, 594, 201, 605]
article-paragraph: La foire de Beaucaire s'ouvrira le mois prochain ; les négociants de notre ville se préparent à y prendre part comme les années précédentes. — [501, 696, 597, 704]
article-paragraph: Les gouvernements intéressés ont décidé de limiter la frappe des pièces d'argent de cinq francs, afin de prévenir la dépréciation du métal blanc sur les marchés européens. — [204, 713, 300, 725]
article-paragraph: Hier a eu lieu la seconde journée des courses. Le temps était favorable et une foule considérable avait envahi les tribunes et les pelouses du Grand-Camp. — [402, 68, 498, 80]
article-paragraph: Il était né à Saint-Étienne, et le Lyonnais revendique une part de sa gloire. Il avait été l'ami de tous les grands écrivains de son temps et il conserva jusqu'à la fin l'esprit et la bonne humeur. — [105, 350, 201, 361]
article-paragraph: Constantinople, le 12 juin. La situation politique est toujours la même ; on attend des nouvelles de la conférence et les esprits sont fort agités dans la capitale. — [105, 639, 201, 650]
article-paragraph: On annonce le prochain mariage d'un membre du conseil municipal avec une demoiselle de la meilleure société lyonnaise. — [204, 96, 300, 104]
article-paragraph: Il était né à Saint-Étienne, et le Lyonnais revendique une part de sa gloire. Il avait été l'ami de tous les grands écrivains de son temps et il conserva jusqu'à la fin l'esprit et la bonne humeur. — [6, 670, 102, 681]
article-paragraph: Les gouvernements intéressés ont décidé de limiter la frappe des pièces d'argent de cinq francs, afin de prévenir la dépréciation du métal blanc sur les marchés européens. — [303, 446, 399, 457]
article-paragraph: Toujours selon les correspondants des journaux anglais, on a remarqué que ces officiers avaient été, depuis plusieurs jours, dans une situation fort difficile. On assure que les officiers ont subi de grandes pertes et que le gouvernement ne semble pas disposé à accorder une trêve. — [6, 400, 102, 415]
article-paragraph: On a beaucoup remarqué hier, au Grand-Théâtre, la représentation de l'opéra nouveau, qui a obtenu un très vif succès auprès du public lyonnais. — [501, 193, 597, 204]
article-paragraph: Le Sultan a reçu hier les ambassadeurs des grandes puissances et leur a déclaré qu'il était décidé à maintenir l'ordre dans toutes les provinces de l'empire. — [204, 370, 300, 382]
article-paragraph: La foire de Beaucaire s'ouvrira le mois prochain ; les négociants de notre ville se préparent à y prendre part comme les années précédentes. — [501, 523, 597, 530]
article-paragraph: Les gouvernements intéressés ont décidé de limiter la frappe des pièces d'argent de cinq francs, afin de prévenir la dépréciation du métal blanc sur les marchés européens. — [303, 674, 399, 685]
article-paragraph: Le journal des Débats parle aujourd'hui de Jules Janin, le prince de la critique, qui vient de mourir dans sa maison de Passy au milieu de ses livres et de ses amis. — [6, 585, 102, 597]
article-paragraph: Il était né à Saint-Étienne, et le Lyonnais revendique une part de sa gloire. Il avait été l'ami de tous les grands écrivains de son temps et il conserva jusqu'à la fin l'esprit et la bonne humeur. — [105, 171, 201, 182]
article-paragraph: On nous écrit que la question monétaire préoccupe vivement le commerce. La convention conclue entre la France, la Belgique, la Suisse et l'Italie doit être renouvelée prochainement. — [204, 276, 300, 288]
article-paragraph: Le conseil municipal se réunira lundi prochain pour délibérer sur la question des eaux et sur les travaux d'agrandissement des quais. — [501, 734, 597, 741]
article-paragraph: Prix de la Ville, 3,000 francs, pour chevaux de tous pays. Le favori a gagné facilement d'une longueur devant trois concurrents. — [402, 746, 498, 753]
article-paragraph: Le conseil municipal se réunira lundi prochain pour délibérer sur la question des eaux et sur les travaux d'agrandissement des quais. — [501, 155, 597, 163]
article-paragraph: Le corps de Janin restera exposé dans sa maison de Passy jusqu'au moment des obsèques, qui auront lieu demain à midi. — [105, 138, 201, 146]
article-paragraph: Prix des Haies, 2,000 francs. Cette course a été fort disputée et le gagnant n'a pris l'avantage qu'au dernier obstacle. — [402, 262, 498, 270]
article-paragraph: Il était né à Saint-Étienne, et le Lyonnais revendique une part de sa gloire. Il avait été l'ami de tous les grands écrivains de son temps et il conserva jusqu'à la fin l'esprit et la bonne humeur. — [6, 379, 102, 391]
article-paragraph: Les dépêches et les journaux dont nous venons de parler ajoutent que l'insurrection fait des progrès dans le sud et que les armées régulières se retirent vers la frontière. — [6, 198, 102, 209]
article-paragraph: La foire de Beaucaire s'ouvrira le mois prochain ; les négociants de notre ville se préparent à y prendre part comme les années précédentes. — [501, 320, 597, 328]
article-paragraph: On nous écrit que la question monétaire préoccupe vivement le commerce. La convention conclue entre la France, la Belgique, la Suisse et l'Italie doit être renouvelée prochainement. — [204, 382, 300, 394]
article-paragraph: Le corps de Janin restera exposé dans sa maison de Passy jusqu'au moment des obsèques, qui auront lieu demain à midi. — [105, 362, 201, 369]
article-paragraph: La foire de Beaucaire s'ouvrira le mois prochain ; les négociants de notre ville se préparent à y prendre part comme les années précédentes. — [501, 205, 597, 212]
article-paragraph: On a beaucoup remarqué hier, au Grand-Théâtre, la représentation de l'opéra nouveau, qui a obtenu un très vif succès auprès du public lyonnais. — [501, 626, 597, 638]
article-paragraph: Toujours selon les correspondants des journaux anglais, on a remarqué que ces officiers avaient été, depuis plusieurs jours, dans une situation fort difficile. On assure que les officiers ont subi de grandes pertes et que le gouvernement ne semble pas disposé à accorder une trêve. — [6, 545, 102, 560]
article-paragraph: Le conseil municipal se réunira lundi prochain pour délibérer sur la question des eaux et sur les travaux d'agrandissement des quais. — [501, 68, 597, 76]
article-paragraph: On nous écrit que la question monétaire préoccupe vivement le commerce. La convention conclue entre la France, la Belgique, la Suisse et l'Italie doit être renouvelée prochainement. — [303, 262, 399, 273]
article-paragraph: Le journal des Débats parle aujourd'hui de Jules Janin, le prince de la critique, qui vient de mourir dans sa maison de Passy au milieu de ses livres et de ses amis. — [6, 222, 102, 233]
article-paragraph: Constantinople, le 12 juin. La situation politique est toujours la même ; on attend des nouvelles de la conférence et les esprits sont fort agités dans la capitale. — [105, 818, 201, 829]
article-paragraph: On nous écrit que la question monétaire préoccupe vivement le commerce. La convention conclue entre la France, la Belgique, la Suisse et l'Italie doit être renouvelée prochainement. — [303, 360, 399, 371]
article-paragraph: Hier a eu lieu la seconde journée des courses. Le temps était favorable et une foule considérable avait envahi les tribunes et les pelouses du Grand-Camp. — [402, 618, 498, 629]
article-paragraph: Il était né à Saint-Étienne, et le Lyonnais revendique une part de sa gloire. Il avait été l'ami de tous les grands écrivains de son temps et il conserva jusqu'à la fin l'esprit et la bonne humeur. — [6, 89, 102, 100]
article-paragraph: Les dépêches et les journaux dont nous venons de parler ajoutent que l'insurrection fait des progrès dans le sud et que les armées régulières se retirent vers la frontière. — [6, 37, 102, 49]
